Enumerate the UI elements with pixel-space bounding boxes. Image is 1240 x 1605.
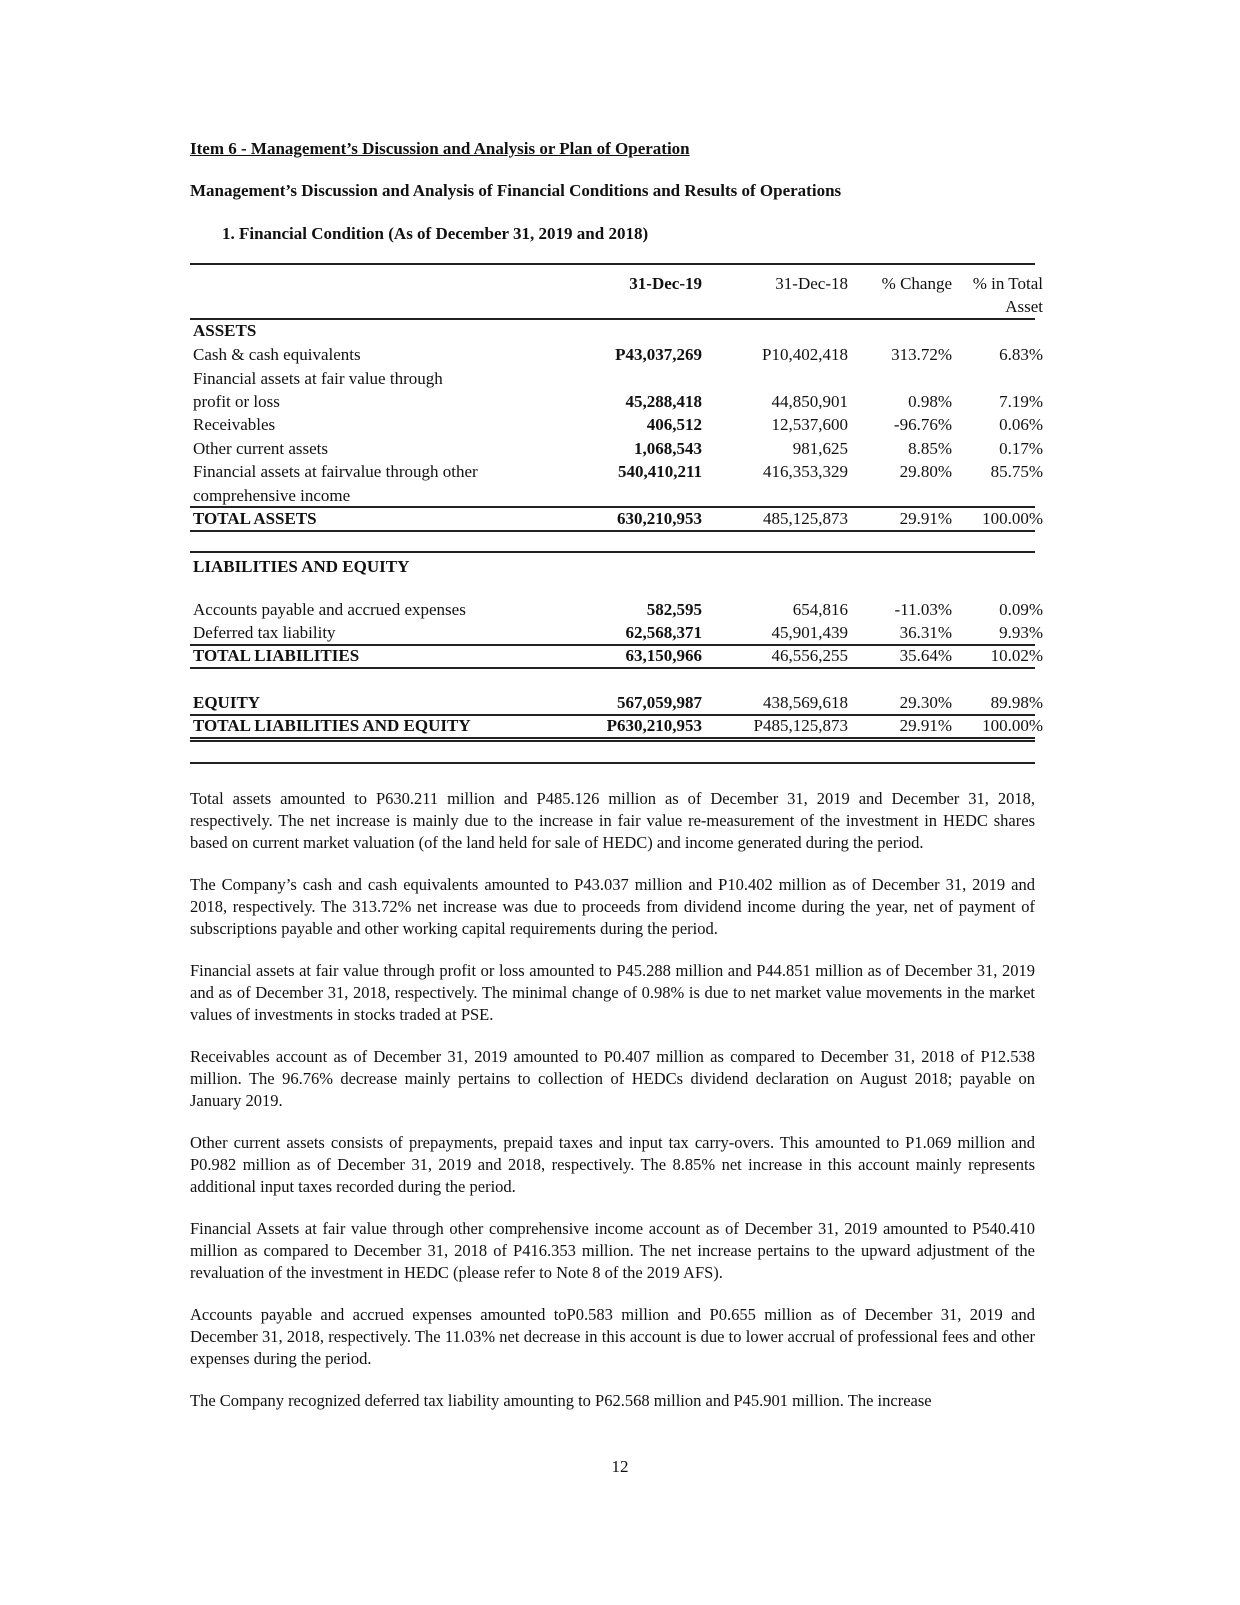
value-pct-total: 85.75% (990, 462, 1043, 481)
col-header-2019: 31-Dec-19 (629, 274, 702, 293)
paragraph-fvoci: Financial Assets at fair value through other comprehensive income account as of December 31, 2019 amounted to P540.410 million as compared to December 31, 2018 of P416.353 million. The net increase pertains to the upward adjustment of the revaluation of the investment in HEDC (please refer to Note 8 of the 2019 AFS). (190, 1219, 1035, 1282)
value-2018: 981,625 (792, 439, 848, 458)
col-header-pct-total: % in Total (972, 274, 1043, 293)
row-label: TOTAL LIABILITIES AND EQUITY (193, 716, 471, 735)
row-label: Deferred tax liability (193, 623, 336, 642)
paragraph-total-assets: Total assets amounted to P630.211 million and P485.126 million as of December 31, 2019 and December 31, 2018, respectively. The net increase is mainly due to the increase in fair value re-measurement of the investment in HEDC shares based on current market valuation (of the land held for sale of HEDC) and income generated during the period. (190, 789, 1035, 852)
paragraph-deferred-tax: The Company recognized deferred tax liability amounting to P62.568 million and P45.901 million. The increase (190, 1391, 932, 1410)
value-2019: 582,595 (646, 600, 702, 619)
value-change: 29.30% (899, 693, 952, 712)
paragraph-fvtpl: Financial assets at fair value through profit or loss amounted to P45.288 million and P44.851 million as of December 31, 2019 and as of December 31, 2018, respectively. The minimal change of 0.98% is due to net market value movements in the market values of investments in stocks traded at PSE. (190, 961, 1035, 1024)
value-2018: 46,556,255 (771, 646, 848, 665)
total-le-double-rule-1 (190, 737, 1035, 739)
value-2018: 416,353,329 (763, 462, 848, 481)
total-assets-top-rule (190, 506, 1035, 508)
total-assets-bottom-rule (190, 530, 1035, 532)
liabilities-heading: LIABILITIES AND EQUITY (193, 557, 410, 576)
row-label-line2: comprehensive income (193, 486, 351, 505)
financial-condition-heading: 1. Financial Condition (As of December 31, 2019 and 2018) (222, 224, 649, 243)
value-2019: 406,512 (646, 415, 702, 434)
paragraph-cash: The Company’s cash and cash equivalents amounted to P43.037 million and P10.402 million as of December 31, 2019 and 2018, respectively. The 313.72% net increase was due to proceeds from dividend income during the year, net of payment of subscriptions payable and other working capital requirements during the period. (190, 875, 1035, 938)
body-text (190, 788, 1035, 1432)
value-2018: 44,850,901 (771, 392, 848, 411)
row-label: Receivables (193, 415, 276, 434)
value-change: 29.91% (899, 716, 952, 735)
value-pct-total: 100.00% (982, 509, 1043, 528)
value-2019: P43,037,269 (615, 345, 702, 364)
value-change: 29.80% (899, 462, 952, 481)
row-label: Financial assets at fairvalue through other (193, 462, 478, 481)
value-2018: P485,125,873 (753, 716, 848, 735)
row-label: TOTAL LIABILITIES (193, 646, 360, 665)
col-header-2018: 31-Dec-18 (775, 274, 848, 293)
value-pct-total: 9.93% (999, 623, 1043, 642)
value-2018: 12,537,600 (771, 415, 848, 434)
value-pct-total: 7.19% (999, 392, 1043, 411)
value-2019: 45,288,418 (625, 392, 702, 411)
value-2018: 438,569,618 (763, 693, 848, 712)
liabilities-top-rule (190, 551, 1035, 553)
value-2018: 485,125,873 (763, 509, 848, 528)
value-change: 0.98% (908, 392, 952, 411)
item-heading: Item 6 - Management’s Discussion and Analysis or Plan of Operation (190, 139, 690, 158)
table-bottom-rule (190, 762, 1035, 764)
value-change: 35.64% (899, 646, 952, 665)
value-change: 29.91% (899, 509, 952, 528)
row-label: EQUITY (193, 693, 261, 712)
value-pct-total: 0.09% (999, 600, 1043, 619)
value-pct-total: 0.17% (999, 439, 1043, 458)
value-2019: P630,210,953 (606, 716, 702, 735)
header-rule (190, 318, 1035, 320)
value-change: 313.72% (891, 345, 952, 364)
value-pct-total: 6.83% (999, 345, 1043, 364)
value-2019: 630,210,953 (617, 509, 702, 528)
row-label-line2: profit or loss (193, 392, 280, 411)
paragraph-accounts-payable: Accounts payable and accrued expenses amounted toP0.583 million and P0.655 million as of December 31, 2019 and December 31, 2018, respectively. The 11.03% net decrease in this account is due to lower accrual of professional fees and other expenses during the period. (190, 1305, 1035, 1368)
total-liab-bottom-rule (190, 667, 1035, 669)
value-2019: 567,059,987 (617, 693, 702, 712)
table-top-rule (190, 263, 1035, 265)
row-label: Accounts payable and accrued expenses (193, 600, 466, 619)
value-2018: 654,816 (792, 600, 848, 619)
value-change: 36.31% (899, 623, 952, 642)
assets-heading: ASSETS (193, 321, 257, 340)
value-2018: 45,901,439 (771, 623, 848, 642)
row-label: Financial assets at fair value through (193, 369, 443, 388)
mda-heading: Management’s Discussion and Analysis of Financial Conditions and Results of Operations (190, 181, 842, 200)
value-2019: 540,410,211 (617, 462, 702, 481)
col-header-pct-total-line2: Asset (1005, 297, 1043, 316)
value-pct-total: 0.06% (999, 415, 1043, 434)
value-change: 8.85% (908, 439, 952, 458)
col-header-change: % Change (881, 274, 952, 293)
value-2018: P10,402,418 (762, 345, 848, 364)
row-label: Other current assets (193, 439, 329, 458)
value-2019: 62,568,371 (625, 623, 702, 642)
row-label: Cash & cash equivalents (193, 345, 361, 364)
row-label: TOTAL ASSETS (193, 509, 317, 528)
value-pct-total: 89.98% (990, 693, 1043, 712)
page-number: 12 (611, 1457, 629, 1476)
value-pct-total: 10.02% (990, 646, 1043, 665)
value-change: -11.03% (894, 600, 952, 619)
value-pct-total: 100.00% (982, 716, 1043, 735)
total-le-double-rule-2 (190, 740, 1035, 742)
value-change: -96.76% (893, 415, 952, 434)
value-2019: 1,068,543 (634, 439, 702, 458)
paragraph-other-current-assets: Other current assets consists of prepayments, prepaid taxes and input tax carry-overs. This amounted to P1.069 million and P0.982 million as of December 31, 2019 and 2018, respectively. The 8.85% net increase in this account mainly represents additional input taxes recorded during the period. (190, 1133, 1035, 1196)
paragraph-receivables: Receivables account as of December 31, 2019 amounted to P0.407 million as compared to December 31, 2018 of P12.538 million. The 96.76% decrease mainly pertains to collection of HEDCs dividend declaration on August 2018; payable on January 2019. (190, 1047, 1035, 1110)
value-2019: 63,150,966 (625, 646, 702, 665)
